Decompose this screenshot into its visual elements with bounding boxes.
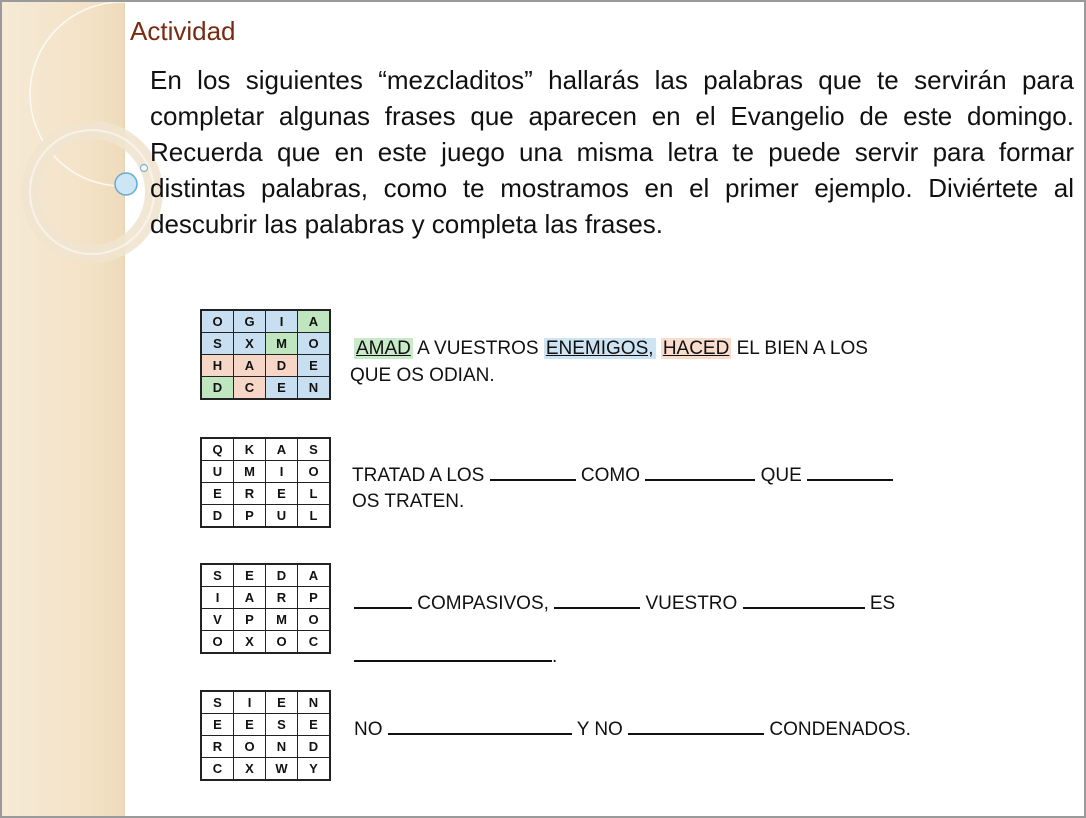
grid-cell: L	[298, 505, 331, 528]
grid-cell: X	[234, 631, 266, 654]
grid-row	[201, 505, 330, 528]
grid-cell: O	[201, 631, 234, 654]
grid-cell: X	[234, 333, 266, 355]
sentence-1: AMAD A VUESTROS ENEMIGOS, HACED EL BIEN A LOS	[356, 338, 868, 359]
grid-row	[201, 714, 330, 736]
grid-cell: P	[298, 587, 331, 609]
grid-cell: C	[201, 758, 234, 781]
blank-field[interactable]	[645, 461, 755, 481]
grid-cell: A	[298, 310, 331, 333]
grid-cell: N	[298, 377, 331, 400]
grid-row	[201, 333, 330, 355]
grid-cell: H	[201, 355, 234, 377]
grid-cell: N	[266, 736, 298, 758]
sentence-3: COMPASIVOS, VUESTRO ES	[354, 589, 895, 617]
grid-cell: G	[234, 310, 266, 333]
grid-row	[201, 631, 330, 654]
grid-cell: I	[266, 310, 298, 333]
grid-cell: D	[201, 505, 234, 528]
grid-cell: D	[266, 355, 298, 377]
letter-grid-4	[200, 690, 331, 781]
blank-field[interactable]	[388, 715, 572, 735]
grid-cell: S	[201, 564, 234, 587]
blank-field[interactable]	[490, 461, 576, 481]
word-enemigos: ENEMIGOS,	[545, 338, 654, 359]
grid-cell: O	[298, 609, 331, 631]
grid-cell: V	[201, 609, 234, 631]
grid-cell: W	[266, 758, 298, 781]
grid-row	[201, 564, 330, 587]
grid-cell: A	[266, 438, 298, 461]
letter-grid-2	[200, 437, 331, 528]
grid-row	[201, 461, 330, 483]
grid-cell: D	[266, 564, 298, 587]
blank-field[interactable]	[743, 589, 865, 609]
grid-row	[201, 691, 330, 714]
grid-cell: I	[201, 587, 234, 609]
grid-cell: E	[201, 483, 234, 505]
intro-paragraph: En los siguientes “mezcladitos” hallarás las palabras que te servirán para completar algunas frases que aparecen en el Evangelio de este domingo. Recuerda que en este juego una misma letra te puede servir para formar distintas palabras, como te mostramos en el primer ejemplo. Diviértete al descubrir las palabras y completa las frases.	[150, 65, 1074, 239]
word-amad: AMAD	[356, 338, 411, 359]
grid-row	[201, 736, 330, 758]
grid-cell: K	[234, 438, 266, 461]
grid-row	[201, 310, 330, 333]
grid-cell: D	[201, 377, 234, 400]
slide-title: Actividad	[130, 16, 236, 46]
grid-cell: D	[298, 736, 331, 758]
sentence-1-line2: QUE OS ODIAN.	[350, 365, 495, 386]
grid-cell: A	[234, 355, 266, 377]
grid-cell: M	[234, 461, 266, 483]
grid-row	[201, 587, 330, 609]
grid-cell: E	[266, 377, 298, 400]
grid-cell: R	[201, 736, 234, 758]
grid-cell: P	[234, 609, 266, 631]
letter-grid-3	[200, 563, 331, 654]
grid-cell: N	[298, 691, 331, 714]
grid-cell: U	[266, 505, 298, 528]
grid-cell: A	[234, 587, 266, 609]
grid-cell: O	[266, 631, 298, 654]
grid-cell: S	[298, 438, 331, 461]
grid-cell: R	[266, 587, 298, 609]
letter-grid-1	[200, 309, 331, 400]
grid-cell: E	[201, 714, 234, 736]
grid-cell: E	[298, 355, 331, 377]
grid-cell: E	[298, 714, 331, 736]
grid-cell: E	[234, 714, 266, 736]
grid-cell: E	[266, 483, 298, 505]
blank-field[interactable]	[554, 589, 640, 609]
grid-cell: C	[298, 631, 331, 654]
grid-row	[201, 758, 330, 781]
grid-cell: L	[298, 483, 331, 505]
grid-cell: O	[201, 310, 234, 333]
grid-row	[201, 438, 330, 461]
grid-cell: S	[201, 333, 234, 355]
grid-cell: Q	[201, 438, 234, 461]
blank-field[interactable]	[628, 715, 764, 735]
grid-cell: E	[266, 691, 298, 714]
grid-cell: P	[234, 505, 266, 528]
sentence-3-line2: .	[354, 642, 557, 670]
grid-cell: S	[266, 714, 298, 736]
sentence-2: TRATAD A LOS COMO QUE	[352, 461, 893, 489]
blank-field[interactable]	[354, 589, 412, 609]
grid-row	[201, 483, 330, 505]
grid-cell: M	[266, 609, 298, 631]
grid-row	[201, 609, 330, 631]
grid-cell: S	[201, 691, 234, 714]
sentence-2-line2: OS TRATEN.	[352, 491, 465, 512]
sentence-4: NO Y NO CONDENADOS.	[354, 715, 911, 743]
blank-field[interactable]	[807, 461, 893, 481]
grid-cell: M	[266, 333, 298, 355]
grid-cell: O	[298, 333, 331, 355]
grid-cell: R	[234, 483, 266, 505]
grid-cell: O	[234, 736, 266, 758]
grid-cell: X	[234, 758, 266, 781]
blank-field[interactable]	[354, 642, 552, 662]
word-haced: HACED	[662, 338, 730, 359]
grid-cell: Y	[298, 758, 331, 781]
grid-row	[201, 355, 330, 377]
grid-cell: I	[234, 691, 266, 714]
grid-cell: I	[266, 461, 298, 483]
grid-cell: A	[298, 564, 331, 587]
grid-cell: E	[234, 564, 266, 587]
grid-cell: C	[234, 377, 266, 400]
slide	[2, 2, 1084, 816]
grid-cell: O	[298, 461, 331, 483]
grid-row	[201, 377, 330, 400]
grid-cell: U	[201, 461, 234, 483]
